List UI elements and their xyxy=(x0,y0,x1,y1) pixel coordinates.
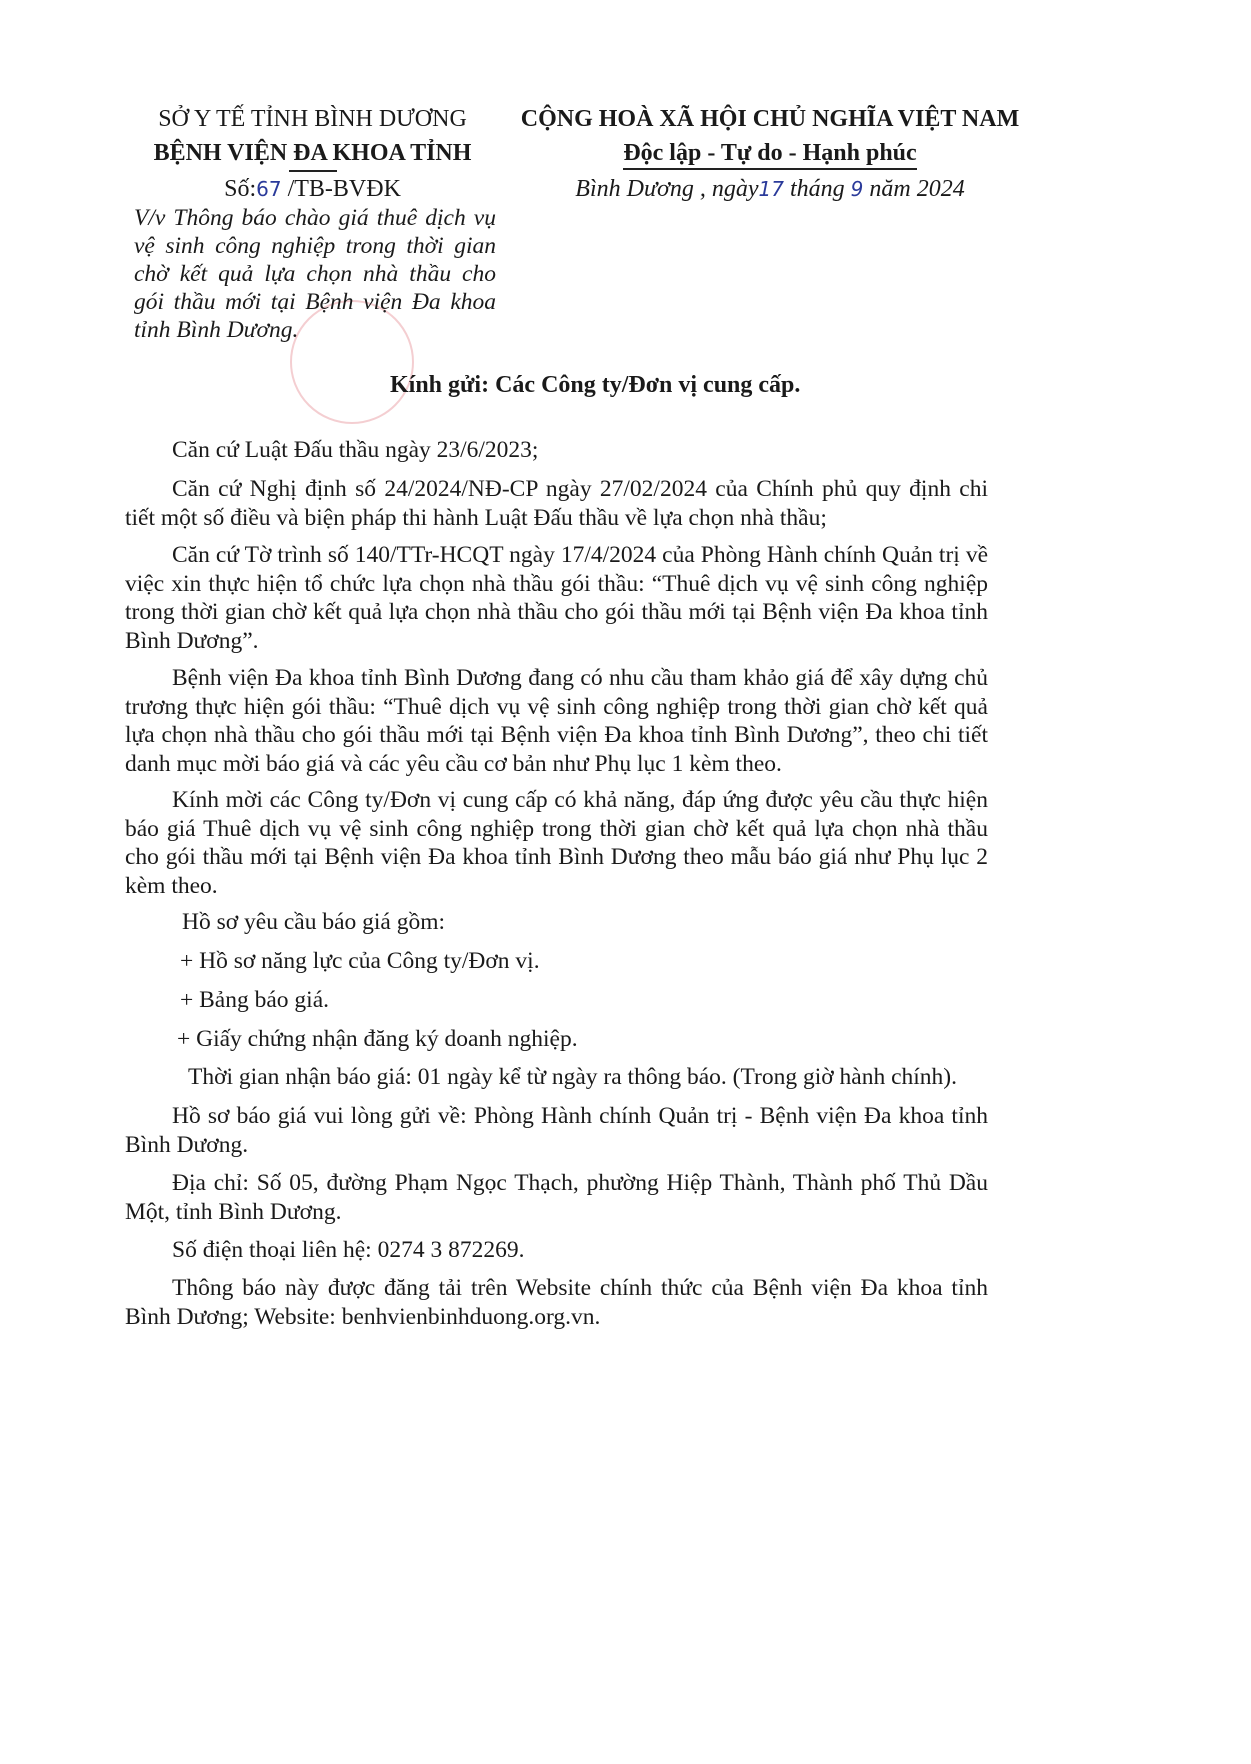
subject-line: V/v Thông báo chào giá thuê dịch vụ vệ sinh công nghiệp trong thời gian chờ kết quả lựa chọn nhà thầu cho gói thầu mới tại Bệnh viện Đa khoa tỉnh Bình Dương. xyxy=(134,205,496,343)
header-right xyxy=(505,102,1035,170)
paragraph: Địa chỉ: Số 05, đường Phạm Ngọc Thạch, phường Hiệp Thành, Thành phố Thủ Dầu Một, tỉnh Bình Dương. xyxy=(125,1170,988,1225)
recipient-line: Kính gửi: Các Công ty/Đơn vị cung cấp. xyxy=(390,372,801,398)
right-divider xyxy=(623,168,917,170)
paragraph: Bệnh viện Đa khoa tỉnh Bình Dương đang có nhu cầu tham khảo giá để xây dựng chủ trương thực hiện gói thầu: “Thuê dịch vụ vệ sinh công nghiệp trong thời gian chờ kết quả lựa chọn nhà thầu cho gói thầu mới tại Bệnh viện Đa khoa tỉnh Bình Dương”, theo chi tiết danh mục mời báo giá và các yêu cầu cơ bản như Phụ lục 1 kèm theo. xyxy=(125,665,988,777)
hospital-name: BỆNH VIỆN ĐA KHOA TỈNH xyxy=(153,140,472,166)
paragraph: Số điện thoại liên hệ: 0274 3 872269. xyxy=(172,1237,525,1263)
handwritten-number: 67 xyxy=(256,177,282,201)
motto: Độc lập - Tự do - Hạnh phúc xyxy=(623,140,917,166)
paragraph: Căn cứ Nghị định số 24/2024/NĐ-CP ngày 27/02/2024 của Chính phủ quy định chi tiết một số điều và biện pháp thi hành Luật Đấu thầu về lựa chọn nhà thầu; xyxy=(125,476,988,531)
paragraph: Thời gian nhận báo giá: 01 ngày kể từ ngày ra thông báo. (Trong giờ hành chính). xyxy=(188,1064,957,1090)
place-date: Bình Dương , ngày17 tháng 9 năm 2024 xyxy=(575,176,965,202)
handwritten-day: 17 xyxy=(758,177,784,201)
list-item: + Hồ sơ năng lực của Công ty/Đơn vị. xyxy=(180,948,540,974)
list-item: + Giấy chứng nhận đăng ký doanh nghiệp. xyxy=(177,1026,578,1052)
paragraph: Hồ sơ báo giá vui lòng gửi về: Phòng Hành chính Quản trị - Bệnh viện Đa khoa tỉnh Bình Dương. xyxy=(125,1103,988,1158)
list-item: + Bảng báo giá. xyxy=(180,987,329,1013)
paragraph: Hồ sơ yêu cầu báo giá gồm: xyxy=(182,909,446,935)
paragraph: Căn cứ Luật Đấu thầu ngày 23/6/2023; xyxy=(172,437,539,463)
paragraph: Kính mời các Công ty/Đơn vị cung cấp có khả năng, đáp ứng được yêu cầu thực hiện báo giá Thuê dịch vụ vệ sinh công nghiệp trong thời gian chờ kết quả lựa chọn nhà thầu cho gói thầu mới tại Bệnh viện Đa khoa tỉnh Bình Dương theo mẫu báo giá như Phụ lục 2 kèm theo. xyxy=(125,787,988,899)
header-left xyxy=(140,102,485,170)
paragraph: Thông báo này được đăng tải trên Website chính thức của Bệnh viện Đa khoa tỉnh Bình Dương; Website: benhvienbinhduong.org.vn. xyxy=(125,1275,988,1330)
handwritten-month: 9 xyxy=(850,177,864,201)
department-name: SỞ Y TẾ TỈNH BÌNH DƯƠNG xyxy=(158,106,467,132)
document-number: Số:67 /TB-BVĐK xyxy=(224,176,401,202)
country-name: CỘNG HOÀ XÃ HỘI CHỦ NGHĨA VIỆT NAM xyxy=(520,106,1020,132)
paragraph: Căn cứ Tờ trình số 140/TTr-HCQT ngày 17/4/2024 của Phòng Hành chính Quản trị về việc xin thực hiện tổ chức lựa chọn nhà thầu gói thầu: “Thuê dịch vụ vệ sinh công nghiệp trong thời gian chờ kết quả lựa chọn nhà thầu cho gói thầu mới tại Bệnh viện Đa khoa tỉnh Bình Dương”. xyxy=(125,542,988,654)
